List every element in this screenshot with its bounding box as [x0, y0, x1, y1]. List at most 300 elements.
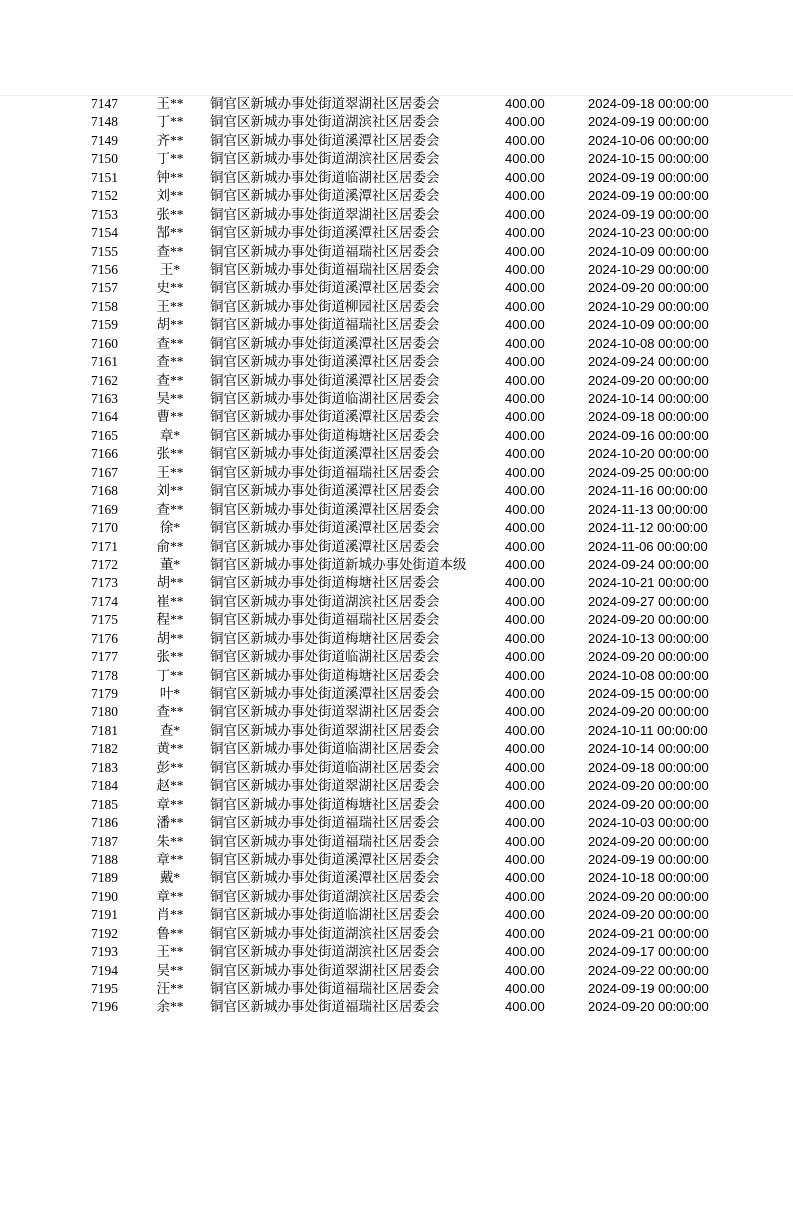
cell-record-id: 7150 — [91, 151, 118, 167]
cell-amount: 400.00 — [505, 280, 545, 296]
cell-organization: 铜官区新城办事处街道溪潭社区居委会 — [210, 225, 440, 241]
table-row — [0, 427, 793, 445]
cell-datetime: 2024-09-20 00:00:00 — [588, 372, 709, 388]
cell-amount: 400.00 — [505, 704, 545, 720]
cell-person-name: 章** — [156, 796, 184, 812]
cell-record-id: 7164 — [91, 409, 118, 425]
cell-datetime: 2024-11-16 00:00:00 — [588, 483, 708, 499]
cell-amount: 400.00 — [505, 243, 545, 259]
cell-datetime: 2024-09-20 00:00:00 — [588, 888, 709, 904]
cell-datetime: 2024-10-21 00:00:00 — [588, 575, 709, 591]
cell-amount: 400.00 — [505, 833, 545, 849]
cell-amount: 400.00 — [505, 409, 545, 425]
cell-person-name: 余** — [156, 999, 184, 1015]
table-row — [0, 113, 793, 131]
cell-organization: 铜官区新城办事处街道溪潭社区居委会 — [210, 501, 440, 517]
cell-datetime: 2024-09-20 00:00:00 — [588, 704, 709, 720]
cell-person-name: 查** — [156, 243, 184, 259]
cell-datetime: 2024-10-03 00:00:00 — [588, 815, 709, 831]
cell-amount: 400.00 — [505, 575, 545, 591]
table-row — [0, 777, 793, 795]
cell-amount: 400.00 — [505, 317, 545, 333]
cell-person-name: 查** — [156, 704, 184, 720]
cell-datetime: 2024-10-11 00:00:00 — [588, 722, 708, 738]
cell-datetime: 2024-09-20 00:00:00 — [588, 778, 709, 794]
table-row — [0, 998, 793, 1016]
cell-person-name: 俞** — [156, 538, 184, 554]
cell-person-name: 黄** — [156, 741, 184, 757]
cell-organization: 铜官区新城办事处街道溪潭社区居委会 — [210, 280, 440, 296]
table-row — [0, 925, 793, 943]
cell-record-id: 7182 — [91, 741, 118, 757]
table-row — [0, 759, 793, 777]
cell-datetime: 2024-09-20 00:00:00 — [588, 833, 709, 849]
cell-amount: 400.00 — [505, 206, 545, 222]
cell-organization: 铜官区新城办事处街道溪潭社区居委会 — [210, 188, 440, 204]
cell-amount: 400.00 — [505, 298, 545, 314]
cell-person-name: 彭** — [156, 759, 184, 775]
cell-organization: 铜官区新城办事处街道福瑞社区居委会 — [210, 815, 440, 831]
cell-record-id: 7181 — [91, 722, 118, 738]
cell-person-name: 查** — [156, 372, 184, 388]
table-row — [0, 482, 793, 500]
table-row — [0, 906, 793, 924]
cell-datetime: 2024-10-09 00:00:00 — [588, 317, 709, 333]
cell-person-name: 章** — [156, 888, 184, 904]
cell-organization: 铜官区新城办事处街道溪潭社区居委会 — [210, 409, 440, 425]
cell-record-id: 7174 — [91, 593, 118, 609]
cell-amount: 400.00 — [505, 151, 545, 167]
cell-person-name: 胡** — [156, 575, 184, 591]
cell-person-name: 章* — [159, 427, 181, 443]
table-row — [0, 869, 793, 887]
table-row — [0, 501, 793, 519]
table-row — [0, 335, 793, 353]
cell-organization: 铜官区新城办事处街道溪潭社区居委会 — [210, 132, 440, 148]
cell-organization: 铜官区新城办事处街道梅塘社区居委会 — [210, 575, 440, 591]
table-row — [0, 980, 793, 998]
cell-person-name: 王** — [156, 944, 184, 960]
cell-record-id: 7195 — [91, 981, 118, 996]
cell-person-name: 张** — [156, 649, 184, 665]
records-table — [0, 95, 793, 1017]
cell-organization: 铜官区新城办事处街道临湖社区居委会 — [210, 649, 440, 665]
cell-record-id: 7166 — [91, 446, 118, 462]
cell-amount: 400.00 — [505, 649, 545, 665]
cell-amount: 400.00 — [505, 741, 545, 757]
cell-person-name: 赵** — [156, 778, 184, 794]
table-row — [0, 630, 793, 648]
table-row — [0, 390, 793, 408]
cell-datetime: 2024-09-18 00:00:00 — [588, 759, 709, 775]
cell-datetime: 2024-09-24 00:00:00 — [588, 354, 709, 370]
cell-amount: 400.00 — [505, 593, 545, 609]
cell-record-id: 7171 — [91, 538, 118, 554]
cell-person-name: 董* — [159, 556, 181, 572]
cell-record-id: 7183 — [91, 759, 118, 775]
cell-amount: 400.00 — [505, 888, 545, 904]
cell-person-name: 汪** — [156, 981, 184, 996]
cell-record-id: 7190 — [91, 888, 118, 904]
cell-datetime: 2024-10-06 00:00:00 — [588, 132, 709, 148]
cell-record-id: 7149 — [91, 132, 118, 148]
cell-person-name: 丁** — [156, 151, 184, 167]
cell-datetime: 2024-10-29 00:00:00 — [588, 261, 709, 277]
cell-record-id: 7158 — [91, 298, 118, 314]
cell-organization: 铜官区新城办事处街道溪潭社区居委会 — [210, 538, 440, 554]
cell-record-id: 7189 — [91, 870, 118, 886]
table-row — [0, 833, 793, 851]
cell-person-name: 戴* — [159, 870, 181, 886]
cell-amount: 400.00 — [505, 686, 545, 701]
cell-amount: 400.00 — [505, 520, 545, 536]
cell-organization: 铜官区新城办事处街道湖滨社区居委会 — [210, 944, 440, 960]
cell-organization: 铜官区新城办事处街道福瑞社区居委会 — [210, 833, 440, 849]
cell-datetime: 2024-09-19 00:00:00 — [588, 981, 709, 996]
cell-record-id: 7194 — [91, 962, 118, 978]
table-row — [0, 962, 793, 980]
cell-record-id: 7184 — [91, 778, 118, 794]
cell-record-id: 7163 — [91, 391, 118, 406]
cell-record-id: 7147 — [91, 96, 118, 111]
cell-amount: 400.00 — [505, 354, 545, 370]
cell-organization: 铜官区新城办事处街道福瑞社区居委会 — [210, 464, 440, 480]
cell-organization: 铜官区新城办事处街道溪潭社区居委会 — [210, 446, 440, 462]
cell-organization: 铜官区新城办事处街道翠湖社区居委会 — [210, 96, 440, 111]
cell-organization: 铜官区新城办事处街道溪潭社区居委会 — [210, 335, 440, 351]
cell-person-name: 曹** — [156, 409, 184, 425]
cell-datetime: 2024-09-22 00:00:00 — [588, 962, 709, 978]
table-row — [0, 316, 793, 334]
cell-amount: 400.00 — [505, 169, 545, 185]
table-row — [0, 593, 793, 611]
cell-record-id: 7186 — [91, 815, 118, 831]
table-row — [0, 169, 793, 187]
cell-datetime: 2024-10-08 00:00:00 — [588, 335, 709, 351]
table-row — [0, 464, 793, 482]
cell-datetime: 2024-09-19 00:00:00 — [588, 169, 709, 185]
cell-record-id: 7161 — [91, 354, 118, 370]
cell-datetime: 2024-09-16 00:00:00 — [588, 427, 709, 443]
cell-amount: 400.00 — [505, 261, 545, 277]
cell-datetime: 2024-10-14 00:00:00 — [588, 741, 709, 757]
cell-person-name: 朱** — [156, 833, 184, 849]
cell-organization: 铜官区新城办事处街道溪潭社区居委会 — [210, 354, 440, 370]
table-row — [0, 722, 793, 740]
cell-person-name: 查** — [156, 501, 184, 517]
cell-datetime: 2024-09-20 00:00:00 — [588, 649, 709, 665]
cell-datetime: 2024-09-19 00:00:00 — [588, 206, 709, 222]
cell-record-id: 7155 — [91, 243, 118, 259]
cell-person-name: 张** — [156, 206, 184, 222]
cell-organization: 铜官区新城办事处街道福瑞社区居委会 — [210, 317, 440, 333]
cell-amount: 400.00 — [505, 538, 545, 554]
cell-organization: 铜官区新城办事处街道翠湖社区居委会 — [210, 722, 440, 738]
cell-record-id: 7196 — [91, 999, 118, 1015]
cell-person-name: 王** — [156, 96, 184, 111]
cell-organization: 铜官区新城办事处街道临湖社区居委会 — [210, 391, 440, 406]
table-row — [0, 150, 793, 168]
table-row — [0, 279, 793, 297]
cell-person-name: 王* — [159, 261, 181, 277]
cell-datetime: 2024-10-20 00:00:00 — [588, 446, 709, 462]
table-row — [0, 408, 793, 426]
cell-datetime: 2024-10-09 00:00:00 — [588, 243, 709, 259]
table-row — [0, 519, 793, 537]
cell-datetime: 2024-10-08 00:00:00 — [588, 667, 709, 683]
table-row — [0, 611, 793, 629]
cell-organization: 铜官区新城办事处街道湖滨社区居委会 — [210, 593, 440, 609]
cell-person-name: 查* — [159, 722, 181, 738]
cell-amount: 400.00 — [505, 759, 545, 775]
table-row — [0, 95, 793, 113]
cell-amount: 400.00 — [505, 132, 545, 148]
cell-record-id: 7156 — [91, 261, 118, 277]
cell-amount: 400.00 — [505, 335, 545, 351]
cell-datetime: 2024-09-21 00:00:00 — [588, 925, 709, 941]
cell-record-id: 7173 — [91, 575, 118, 591]
cell-datetime: 2024-10-18 00:00:00 — [588, 870, 709, 886]
cell-person-name: 丁** — [156, 667, 184, 683]
cell-person-name: 胡** — [156, 630, 184, 646]
cell-organization: 铜官区新城办事处街道湖滨社区居委会 — [210, 925, 440, 941]
cell-amount: 400.00 — [505, 114, 545, 130]
cell-person-name: 徐* — [159, 520, 181, 536]
cell-amount: 400.00 — [505, 870, 545, 886]
cell-organization: 铜官区新城办事处街道梅塘社区居委会 — [210, 630, 440, 646]
page-top-edge — [0, 95, 793, 96]
cell-record-id: 7168 — [91, 483, 118, 499]
table-row — [0, 851, 793, 869]
table-row — [0, 796, 793, 814]
cell-person-name: 查** — [156, 354, 184, 370]
cell-person-name: 吴** — [156, 962, 184, 978]
cell-amount: 400.00 — [505, 556, 545, 572]
cell-record-id: 7151 — [91, 169, 118, 185]
table-row — [0, 685, 793, 703]
cell-record-id: 7191 — [91, 907, 118, 923]
cell-record-id: 7169 — [91, 501, 118, 517]
cell-datetime: 2024-09-20 00:00:00 — [588, 280, 709, 296]
cell-amount: 400.00 — [505, 464, 545, 480]
table-row — [0, 740, 793, 758]
cell-person-name: 章** — [156, 851, 184, 867]
cell-person-name: 程** — [156, 612, 184, 628]
cell-organization: 铜官区新城办事处街道溪潭社区居委会 — [210, 372, 440, 388]
cell-record-id: 7176 — [91, 630, 118, 646]
cell-organization: 铜官区新城办事处街道溪潭社区居委会 — [210, 851, 440, 867]
cell-organization: 铜官区新城办事处街道临湖社区居委会 — [210, 759, 440, 775]
cell-organization: 铜官区新城办事处街道梅塘社区居委会 — [210, 667, 440, 683]
cell-amount: 400.00 — [505, 96, 545, 111]
cell-record-id: 7192 — [91, 925, 118, 941]
cell-record-id: 7175 — [91, 612, 118, 628]
cell-person-name: 肖** — [156, 907, 184, 923]
cell-record-id: 7153 — [91, 206, 118, 222]
cell-record-id: 7157 — [91, 280, 118, 296]
cell-record-id: 7188 — [91, 851, 118, 867]
cell-record-id: 7180 — [91, 704, 118, 720]
table-row — [0, 538, 793, 556]
cell-amount: 400.00 — [505, 427, 545, 443]
document-page — [0, 95, 793, 1217]
cell-organization: 铜官区新城办事处街道柳园社区居委会 — [210, 298, 440, 314]
cell-organization: 铜官区新城办事处街道临湖社区居委会 — [210, 741, 440, 757]
cell-amount: 400.00 — [505, 907, 545, 923]
cell-record-id: 7170 — [91, 520, 118, 536]
cell-datetime: 2024-11-13 00:00:00 — [588, 501, 708, 517]
cell-person-name: 王** — [156, 298, 184, 314]
cell-organization: 铜官区新城办事处街道福瑞社区居委会 — [210, 999, 440, 1015]
table-row — [0, 814, 793, 832]
table-row — [0, 206, 793, 224]
cell-amount: 400.00 — [505, 796, 545, 812]
cell-datetime: 2024-09-20 00:00:00 — [588, 999, 709, 1015]
cell-amount: 400.00 — [505, 391, 545, 406]
cell-organization: 铜官区新城办事处街道福瑞社区居委会 — [210, 261, 440, 277]
cell-person-name: 郜** — [156, 225, 184, 241]
cell-record-id: 7179 — [91, 686, 118, 701]
cell-organization: 铜官区新城办事处街道溪潭社区居委会 — [210, 870, 440, 886]
table-row — [0, 243, 793, 261]
cell-amount: 400.00 — [505, 851, 545, 867]
cell-datetime: 2024-09-19 00:00:00 — [588, 188, 709, 204]
table-row — [0, 224, 793, 242]
cell-record-id: 7152 — [91, 188, 118, 204]
table-row — [0, 667, 793, 685]
cell-person-name: 史** — [156, 280, 184, 296]
cell-amount: 400.00 — [505, 962, 545, 978]
cell-organization: 铜官区新城办事处街道梅塘社区居委会 — [210, 796, 440, 812]
cell-datetime: 2024-09-20 00:00:00 — [588, 907, 709, 923]
cell-person-name: 崔** — [156, 593, 184, 609]
cell-organization: 铜官区新城办事处街道临湖社区居委会 — [210, 169, 440, 185]
cell-person-name: 钟** — [156, 169, 184, 185]
cell-record-id: 7160 — [91, 335, 118, 351]
cell-datetime: 2024-10-23 00:00:00 — [588, 225, 709, 241]
cell-organization: 铜官区新城办事处街道湖滨社区居委会 — [210, 151, 440, 167]
cell-datetime: 2024-09-19 00:00:00 — [588, 114, 709, 130]
cell-person-name: 齐** — [156, 132, 184, 148]
cell-organization: 铜官区新城办事处街道临湖社区居委会 — [210, 907, 440, 923]
cell-amount: 400.00 — [505, 483, 545, 499]
cell-datetime: 2024-09-27 00:00:00 — [588, 593, 709, 609]
cell-datetime: 2024-11-06 00:00:00 — [588, 538, 708, 554]
cell-record-id: 7172 — [91, 556, 118, 572]
cell-person-name: 叶* — [159, 686, 181, 701]
cell-datetime: 2024-09-17 00:00:00 — [588, 944, 709, 960]
table-row — [0, 574, 793, 592]
cell-datetime: 2024-11-12 00:00:00 — [588, 520, 708, 536]
cell-organization: 铜官区新城办事处街道湖滨社区居委会 — [210, 888, 440, 904]
cell-datetime: 2024-09-20 00:00:00 — [588, 612, 709, 628]
cell-datetime: 2024-09-18 00:00:00 — [588, 96, 709, 111]
cell-record-id: 7177 — [91, 649, 118, 665]
cell-datetime: 2024-10-14 00:00:00 — [588, 391, 709, 406]
table-row — [0, 943, 793, 961]
cell-organization: 铜官区新城办事处街道湖滨社区居委会 — [210, 114, 440, 130]
cell-record-id: 7185 — [91, 796, 118, 812]
cell-amount: 400.00 — [505, 188, 545, 204]
cell-datetime: 2024-09-20 00:00:00 — [588, 796, 709, 812]
cell-person-name: 刘** — [156, 188, 184, 204]
table-row — [0, 445, 793, 463]
cell-organization: 铜官区新城办事处街道溪潭社区居委会 — [210, 520, 440, 536]
cell-record-id: 7148 — [91, 114, 118, 130]
cell-amount: 400.00 — [505, 722, 545, 738]
cell-datetime: 2024-09-15 00:00:00 — [588, 686, 709, 701]
cell-amount: 400.00 — [505, 981, 545, 996]
cell-person-name: 丁** — [156, 114, 184, 130]
cell-amount: 400.00 — [505, 667, 545, 683]
cell-person-name: 鲁** — [156, 925, 184, 941]
cell-person-name: 吴** — [156, 391, 184, 406]
cell-amount: 400.00 — [505, 446, 545, 462]
cell-record-id: 7167 — [91, 464, 118, 480]
cell-amount: 400.00 — [505, 999, 545, 1015]
table-row — [0, 648, 793, 666]
cell-datetime: 2024-09-19 00:00:00 — [588, 851, 709, 867]
cell-organization: 铜官区新城办事处街道溪潭社区居委会 — [210, 686, 440, 701]
cell-organization: 铜官区新城办事处街道福瑞社区居委会 — [210, 243, 440, 259]
table-row — [0, 353, 793, 371]
cell-organization: 铜官区新城办事处街道梅塘社区居委会 — [210, 427, 440, 443]
cell-record-id: 7162 — [91, 372, 118, 388]
cell-organization: 铜官区新城办事处街道福瑞社区居委会 — [210, 981, 440, 996]
cell-organization: 铜官区新城办事处街道翠湖社区居委会 — [210, 778, 440, 794]
cell-datetime: 2024-09-18 00:00:00 — [588, 409, 709, 425]
cell-organization: 铜官区新城办事处街道翠湖社区居委会 — [210, 704, 440, 720]
cell-person-name: 王** — [156, 464, 184, 480]
cell-amount: 400.00 — [505, 815, 545, 831]
cell-datetime: 2024-09-24 00:00:00 — [588, 556, 709, 572]
cell-record-id: 7193 — [91, 944, 118, 960]
cell-organization: 铜官区新城办事处街道翠湖社区居委会 — [210, 206, 440, 222]
cell-organization: 铜官区新城办事处街道溪潭社区居委会 — [210, 483, 440, 499]
cell-person-name: 查** — [156, 335, 184, 351]
cell-amount: 400.00 — [505, 925, 545, 941]
cell-datetime: 2024-10-13 00:00:00 — [588, 630, 709, 646]
cell-datetime: 2024-09-25 00:00:00 — [588, 464, 709, 480]
table-row — [0, 132, 793, 150]
cell-person-name: 潘** — [156, 815, 184, 831]
cell-person-name: 张** — [156, 446, 184, 462]
cell-record-id: 7159 — [91, 317, 118, 333]
cell-amount: 400.00 — [505, 501, 545, 517]
cell-amount: 400.00 — [505, 612, 545, 628]
cell-datetime: 2024-10-29 00:00:00 — [588, 298, 709, 314]
cell-amount: 400.00 — [505, 944, 545, 960]
cell-amount: 400.00 — [505, 778, 545, 794]
table-row — [0, 298, 793, 316]
cell-amount: 400.00 — [505, 372, 545, 388]
table-row — [0, 703, 793, 721]
table-row — [0, 888, 793, 906]
table-row — [0, 187, 793, 205]
table-row — [0, 372, 793, 390]
table-row — [0, 556, 793, 574]
cell-record-id: 7165 — [91, 427, 118, 443]
cell-amount: 400.00 — [505, 225, 545, 241]
cell-record-id: 7154 — [91, 225, 118, 241]
cell-person-name: 胡** — [156, 317, 184, 333]
table-row — [0, 261, 793, 279]
cell-organization: 铜官区新城办事处街道翠湖社区居委会 — [210, 962, 440, 978]
cell-person-name: 刘** — [156, 483, 184, 499]
cell-datetime: 2024-10-15 00:00:00 — [588, 151, 709, 167]
cell-record-id: 7187 — [91, 833, 118, 849]
cell-amount: 400.00 — [505, 630, 545, 646]
